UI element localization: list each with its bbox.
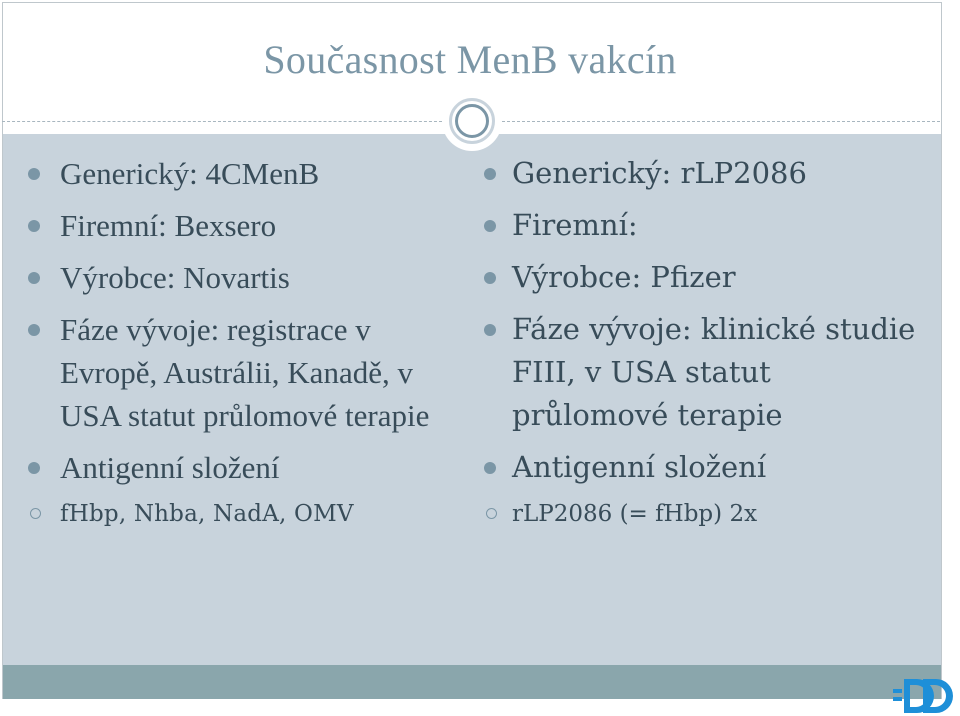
bullet-dot-icon — [28, 220, 40, 232]
bullet-text: Firemní: — [512, 208, 638, 242]
bullet-dot-icon — [28, 462, 40, 474]
bullet-item — [480, 308, 922, 437]
bullet-item — [28, 308, 460, 437]
bullet-text: Fáze vývoje: klinické studie FIII, v USA statut průlomové terapie — [512, 312, 916, 432]
bullet-dot-icon — [484, 324, 496, 336]
footer-bar — [3, 665, 941, 699]
bullet-text: Generický: 4CMenB — [60, 156, 320, 191]
left-column — [28, 152, 448, 530]
bullet-dot-icon — [484, 168, 496, 180]
bullet-text: Výrobce: Novartis — [60, 260, 290, 295]
bullet-text: Generický: rLP2086 — [512, 156, 807, 190]
bullet-item — [480, 446, 920, 489]
sub-bullet-text: fHbp, Nhba, NadA, OMV — [60, 501, 354, 527]
sub-bullet-ring-icon — [486, 508, 497, 519]
title-divider-right — [502, 121, 940, 122]
bullet-dot-icon — [484, 220, 496, 232]
sub-bullet-text: rLP2086 (= fHbp) 2x — [512, 501, 758, 527]
bullet-item — [28, 152, 448, 195]
bullet-item — [28, 256, 448, 299]
bullet-item — [480, 152, 920, 195]
sub-bullet-item — [28, 498, 448, 530]
bullet-text: Firemní: Bexsero — [60, 208, 277, 243]
right-column — [480, 152, 920, 530]
bullet-dot-icon — [28, 168, 40, 180]
bullet-text: Fáze vývoje: registrace v Evropě, Austrálii, Kanadě, v USA statut průlomové terapie — [60, 312, 430, 433]
bullet-item — [480, 256, 920, 299]
slide-title: Současnost MenB vakcín — [263, 37, 677, 82]
bullet-dot-icon — [484, 272, 496, 284]
dd-logo-icon — [893, 676, 959, 716]
circle-ornament-inner — [455, 104, 489, 138]
sub-bullet-ring-icon — [30, 508, 41, 519]
bullet-item — [28, 204, 448, 247]
bullet-item — [28, 446, 448, 489]
bullet-dot-icon — [484, 462, 496, 474]
title-divider-left — [2, 121, 442, 122]
bullet-dot-icon — [28, 324, 40, 336]
bullet-text: Antigenní složení — [512, 450, 767, 484]
sub-bullet-item — [480, 498, 920, 530]
bullet-text: Výrobce: Pfizer — [512, 260, 736, 294]
bullet-dot-icon — [28, 272, 40, 284]
bullet-item — [480, 204, 920, 247]
bullet-text: Antigenní složení — [60, 450, 280, 485]
